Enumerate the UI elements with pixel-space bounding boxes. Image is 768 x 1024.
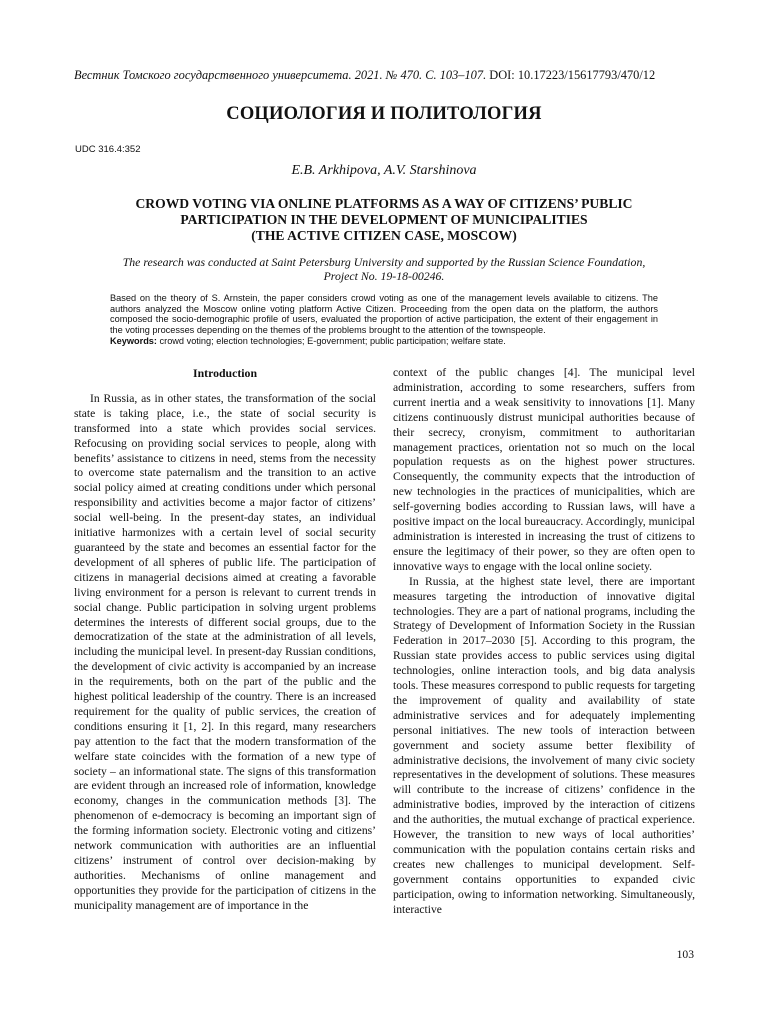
funding-line: The research was conducted at Saint Petersburg University and supported by the Russian Science Foundation, [122,255,646,269]
keywords-label: Keywords: [110,335,157,346]
body-paragraph: In Russia, at the highest state level, there are important measures targeting the introduction of innovative digital technologies. They are a part of national programs, including the Strategy of Development of Information Society in the Russian Federation in 2017–2030 [5]. According to this program, the Russian state provides access to public services using digital technologies, online interaction tools, and big data analysis tools. These measures correspond to public requests for targeting the improvement of quality and availability of state administrative services and for adequately implementing personal initiatives. The new tools of interaction between government and society assume better flexibility of administrative decisions, the involvement of many civic society representatives in the development of solutions. These measures will contribute to the increase of citizens’ confidence in the administrative bodies, improved by the interaction of citizens and the authorities, the mutual exchange of practical experience. However, the transition to new ways of local authorities’ communication with the population contains certain risks and creates new challenges to municipal development. Self-government contains opportunities to expanded civic participation, owing to information networking. Simultaneously, interactive [393,574,695,916]
abstract [110,293,658,347]
body-paragraph: In Russia, as in other states, the transformation of the social state is taking place, i.e., the state of social security is transformed into a state which provides social services. Refocusing on providing social services to people, along with benefits’ assistance to citizens in need, stems from the necessity to overcome state paternalism and the transition to an active social policy aimed at creating conditions under which personal responsibility and activities become a major factor of citizens’ social well-being. In the present-day states, an individual initiative harmonizes with a certain level of social security guaranteed by the state and becomes an essential factor for the development of all spheres of public life. The participation of citizens in managerial decisions aimed at creating a favorable living environment for a person is relevant to current trends in social change. Public participation in solving urgent problems determines the interests of different social groups, due to the democratization of the state at the administration of all levels, including the municipal level. In present-day Russian conditions, the development of civic activity is accompanied by an increase in the requirements, both on the part of the public and the highest political leadership of the country. There is an increased requirement for the quality of public services, the creation of conditions ensuring it [1, 2]. In this regard, many researchers pay attention to the fact that the modern transformation of the welfare state coincides with the formation of a new type of society – an informational state. The signs of this transformation are evident through an increased role of information, knowledge economy, changes in the communication methods [3]. The phenomenon of e-democracy is becoming an important sign of the forming information society. Electronic voting and citizens’ network communication with authorities are an influential citizens’ instrument of control over decision-making by authorities. Mechanisms of online management and opportunities they provide for the participation of citizens in the municipality management are of importance in the [74,391,376,912]
right-column [393,366,695,918]
left-column [74,366,376,914]
section-title: СОЦИОЛОГИЯ И ПОЛИТОЛОГИЯ [226,104,542,124]
journal-header [74,68,694,83]
body-paragraph: context of the public changes [4]. The municipal level administration, according to some researchers, suffers from current inertia and a weak sensitivity to innovations [1]. Many citizens continuously distrust municipal authorities because of their secrecy, cronyism, commitment to authoritarian management practices, orientation not so much on the local population requests as on the highest power structures. Consequently, the community expects that the introduction of new technologies in the practices of municipalities, which are self-governing bodies according to Russian laws, will have a positive impact on the local bureaucracy. Accordingly, municipal administration is interested in increasing the trust of citizens to ensure the legitimacy of their power, so they are often open to innovative ways to engage with the local online society. [393,366,695,573]
abstract-text: Based on the theory of S. Arnstein, the paper considers crowd voting as one of the management levels available to citizens. The authors analyzed the Moscow online voting platform Active Citizen. Proceeding from the open data on the platform, the authors composed the socio-demographic profile of users, evaluated the proportion of active participation, the extent of their engagement in the voting processes depending on the themes of the problems brought to the attention of the townspeople. [110,293,658,336]
doi-link[interactable]: DOI: 10.17223/15617793/470/12 [489,68,656,82]
keywords [110,336,658,347]
udc-code: UDC 316.4:352 [75,144,141,155]
page-number: 103 [676,948,694,961]
introduction-heading: Introduction [192,366,258,380]
title-line: PARTICIPATION IN THE DEVELOPMENT OF MUNICIPALITIES [180,212,588,228]
title-line: (THE ACTIVE CITIZEN CASE, MOSCOW) [251,228,517,244]
authors: E.B. Arkhipova, A.V. Starshinova [291,163,477,178]
keywords-list: crowd voting; election technologies; E-government; public participation; welfare state. [156,335,506,346]
funding-note [110,256,658,283]
article-title [90,196,678,245]
journal-citation: Вестник Томского государственного университета. 2021. № 470. С. 103–107. [74,68,487,82]
funding-line: Project No. 19-18-00246. [323,268,445,283]
title-line: CROWD VOTING VIA ONLINE PLATFORMS AS A WAY OF CITIZENS’ PUBLIC [135,196,633,211]
